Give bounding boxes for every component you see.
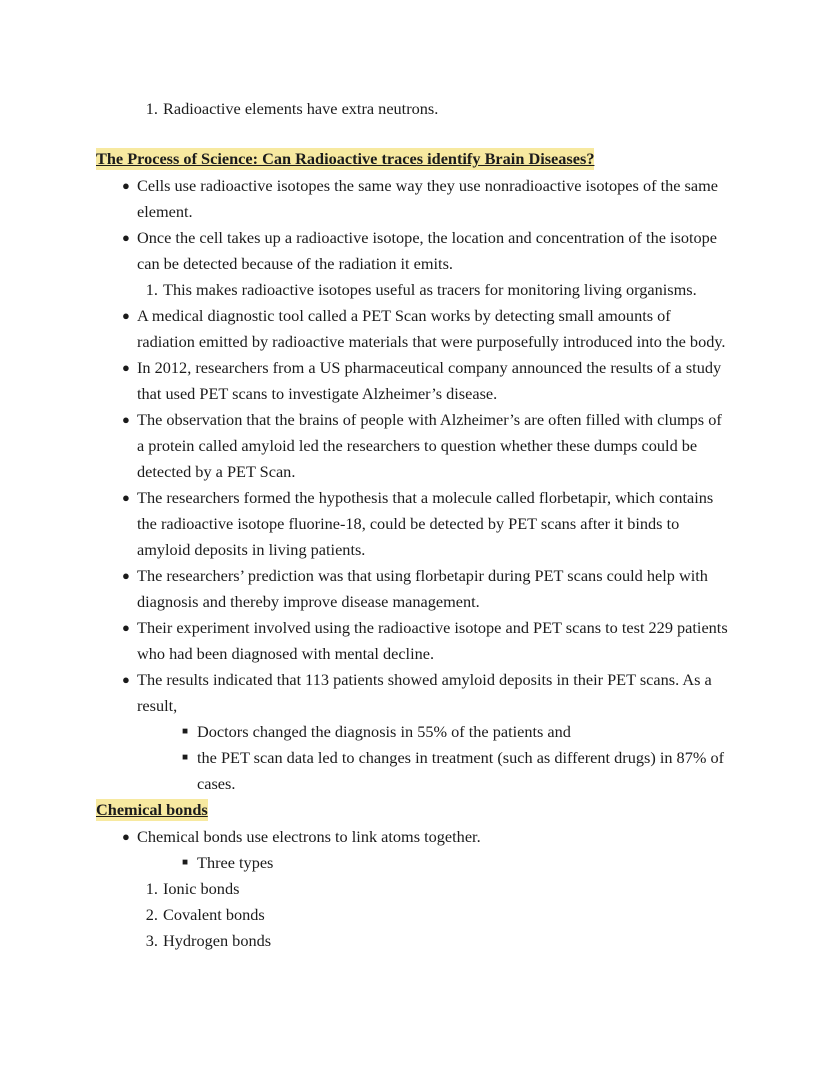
- numbered-list-item: [96, 902, 730, 928]
- section-spacer: [96, 122, 730, 146]
- bullet-list-item-text: The observation that the brains of people with Alzheimer’s are often filled with clumps of a protein called amyloid led the researchers to question whether these dumps could be detected by a PET Scan.: [137, 410, 722, 481]
- disc-bullet-icon: ●: [122, 490, 130, 505]
- disc-bullet-icon: ●: [122, 620, 130, 635]
- bullet-list-item-text: Once the cell takes up a radioactive isotope, the location and concentration of the isotope can be detected because of the radiation it emits.: [137, 228, 718, 273]
- disc-bullet-icon: ●: [122, 230, 130, 245]
- bullet-list-item-text: Chemical bonds use electrons to link atoms together.: [137, 827, 481, 846]
- list-number: 1.: [145, 879, 158, 898]
- disc-bullet-icon: ●: [122, 308, 130, 323]
- disc-bullet-icon: ●: [122, 672, 130, 687]
- bullet-list-item-text: Cells use radioactive isotopes the same way they use nonradioactive isotopes of the same element.: [137, 176, 718, 221]
- bullet-list-item: [96, 407, 730, 485]
- disc-bullet-icon: ●: [122, 829, 130, 844]
- square-bullet-list-item-text: Three types: [197, 853, 274, 872]
- numbered-list-item: [96, 876, 730, 902]
- bullet-list-item: [96, 173, 730, 225]
- numbered-list-item-text: This makes radioactive isotopes useful as tracers for monitoring living organisms.: [163, 280, 697, 299]
- disc-bullet-icon: ●: [122, 178, 130, 193]
- section-heading-text: The Process of Science: Can Radioactive traces identify Brain Diseases?: [96, 149, 595, 168]
- numbered-list-item-text: Hydrogen bonds: [163, 931, 272, 950]
- bullet-list-item: [96, 355, 730, 407]
- section-heading: [96, 797, 730, 824]
- bullet-list-item: [96, 615, 730, 667]
- bullet-list-item: [96, 225, 730, 277]
- numbered-list-item-text: Covalent bonds: [163, 905, 265, 924]
- square-bullet-list-item-text: Doctors changed the diagnosis in 55% of the patients and: [197, 722, 571, 741]
- square-bullet-list-item: [96, 719, 730, 745]
- list-number: 2.: [145, 905, 158, 924]
- list-number: 1.: [145, 280, 158, 299]
- bullet-list-item: [96, 485, 730, 563]
- disc-bullet-icon: ●: [122, 412, 130, 427]
- section-heading: [96, 146, 730, 173]
- bullet-list-item: [96, 667, 730, 719]
- numbered-list-item-text: Radioactive elements have extra neutrons.: [163, 99, 439, 118]
- numbered-list-item-text: Ionic bonds: [163, 879, 240, 898]
- disc-bullet-icon: ●: [122, 568, 130, 583]
- square-bullet-list-item: [96, 745, 730, 797]
- bullet-list-item-text: Their experiment involved using the radioactive isotope and PET scans to test 229 patients who had been diagnosed with mental decline.: [137, 618, 728, 663]
- bullet-list-item-text: In 2012, researchers from a US pharmaceutical company announced the results of a study that used PET scans to investigate Alzheimer’s disease.: [137, 358, 722, 403]
- bullet-list-item-text: The researchers formed the hypothesis that a molecule called florbetapir, which contains the radioactive isotope fluorine-18, could be detected by PET scans after it binds to amyloid deposits in living patients.: [137, 488, 714, 559]
- square-bullet-icon: ■: [182, 857, 189, 868]
- document-body: [96, 96, 730, 954]
- bullet-list-item-text: A medical diagnostic tool called a PET Scan works by detecting small amounts of radiation emitted by radioactive materials that were purposefully introduced into the body.: [137, 306, 726, 351]
- bullet-list-item-text: The results indicated that 113 patients showed amyloid deposits in their PET scans. As a result,: [137, 670, 712, 715]
- section-heading-text: Chemical bonds: [96, 800, 208, 819]
- square-bullet-icon: ■: [182, 752, 189, 763]
- square-bullet-icon: ■: [182, 726, 189, 737]
- square-bullet-list-item: [96, 850, 730, 876]
- bullet-list-item: [96, 303, 730, 355]
- square-bullet-list-item-text: the PET scan data led to changes in treatment (such as different drugs) in 87% of cases.: [197, 748, 725, 793]
- list-number: 1.: [145, 99, 158, 118]
- bullet-list-item-text: The researchers’ prediction was that using florbetapir during PET scans could help with diagnosis and thereby improve disease management.: [137, 566, 708, 611]
- bullet-list-item: [96, 824, 730, 850]
- disc-bullet-icon: ●: [122, 360, 130, 375]
- numbered-list-item: [96, 928, 730, 954]
- list-number: 3.: [145, 931, 158, 950]
- numbered-list-item: [96, 96, 730, 122]
- numbered-list-item: [96, 277, 730, 303]
- bullet-list-item: [96, 563, 730, 615]
